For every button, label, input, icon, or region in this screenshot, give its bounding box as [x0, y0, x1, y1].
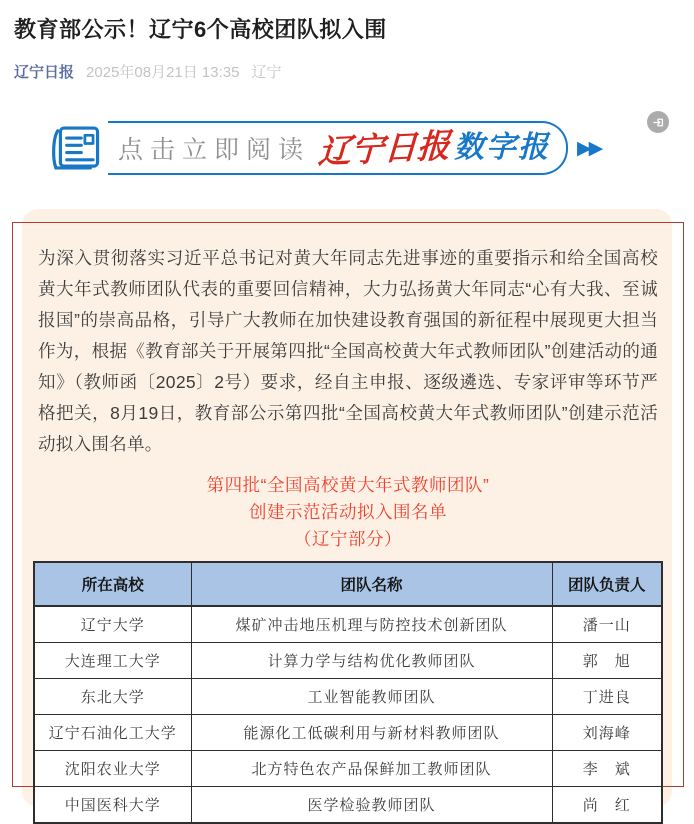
cell-team: 煤矿冲击地压机理与防控技术创新团队 — [191, 606, 552, 643]
page-title: 教育部公示！辽宁6个高校团队拟入围 — [14, 17, 387, 42]
table-row — [34, 679, 662, 715]
digital-paper-label: 数字报 — [454, 131, 551, 164]
publish-location: 辽宁 — [251, 64, 282, 81]
cell-leader: 李 斌 — [552, 751, 662, 787]
table-row — [34, 643, 662, 679]
cell-leader: 丁进良 — [552, 679, 662, 715]
cell-school: 中国医科大学 — [34, 787, 191, 824]
col-header-school: 所在高校 — [34, 562, 191, 606]
digital-paper-banner[interactable] — [0, 102, 694, 194]
source-link[interactable]: 辽宁日报 — [14, 64, 75, 81]
table-row — [34, 715, 662, 751]
brand-calligraphy-logo: 辽宁日报 — [317, 124, 451, 172]
cell-team: 医学检验教师团队 — [191, 787, 552, 824]
table-header-row — [34, 562, 662, 606]
article-body-section — [0, 209, 694, 812]
article-paragraph: 为深入贯彻落实习近平总书记对黄大年同志先进事迹的重要指示和给全国高校黄大年式教师团队代表的重要回信精神，大力弘扬黄大年同志“心有大我、至诚报国”的崇高品格，引导广大教师在加快建设教育强国的新征程中展现更大担当作为，根据《教育部关于开展第四批“全国高校黄大年式教师团队”创建活动的通知》（教师函〔2025〕2号）要求，经自主申报、逐级遴选、专家评审等环节严格把关，8月19日，教育部公示第四批“全国高校黄大年式教师团队”创建示范活动拟入围名单。 — [38, 248, 658, 454]
table-row — [34, 751, 662, 787]
teams-table — [33, 561, 663, 824]
banner-pill — [108, 121, 568, 175]
cell-school: 辽宁大学 — [34, 606, 191, 643]
table-row — [34, 606, 662, 643]
byline — [0, 61, 694, 82]
cell-team: 计算力学与结构优化教师团队 — [191, 643, 552, 679]
cell-school: 辽宁石油化工大学 — [34, 715, 191, 751]
play-arrows-icon: ▶▶ — [577, 137, 601, 159]
cell-leader: 尚 红 — [552, 787, 662, 824]
newspaper-icon — [45, 119, 103, 177]
cell-leader: 郭 旭 — [552, 643, 662, 679]
list-title-line3: （辽宁部分） — [294, 529, 402, 549]
cell-school: 沈阳农业大学 — [34, 751, 191, 787]
cell-leader: 刘海峰 — [552, 715, 662, 751]
cell-leader: 潘一山 — [552, 606, 662, 643]
article-content — [0, 209, 694, 824]
col-header-leader: 团队负责人 — [552, 562, 662, 606]
open-image-icon[interactable] — [647, 111, 669, 133]
cell-school: 东北大学 — [34, 679, 191, 715]
list-title-line1: 第四批“全国高校黄大年式教师团队” — [206, 475, 490, 495]
publish-datetime: 2025年08月21日 13:35 — [86, 64, 240, 81]
table-row — [34, 787, 662, 824]
cell-team: 工业智能教师团队 — [191, 679, 552, 715]
cell-school: 大连理工大学 — [34, 643, 191, 679]
cell-team: 能源化工低碳利用与新材料教师团队 — [191, 715, 552, 751]
col-header-team: 团队名称 — [191, 562, 552, 606]
list-title-line2: 创建示范活动拟入围名单 — [249, 502, 447, 522]
list-title — [38, 472, 658, 553]
banner-cta-label: 点击立即阅读 — [118, 136, 311, 164]
cell-team: 北方特色农产品保鲜加工教师团队 — [191, 751, 552, 787]
